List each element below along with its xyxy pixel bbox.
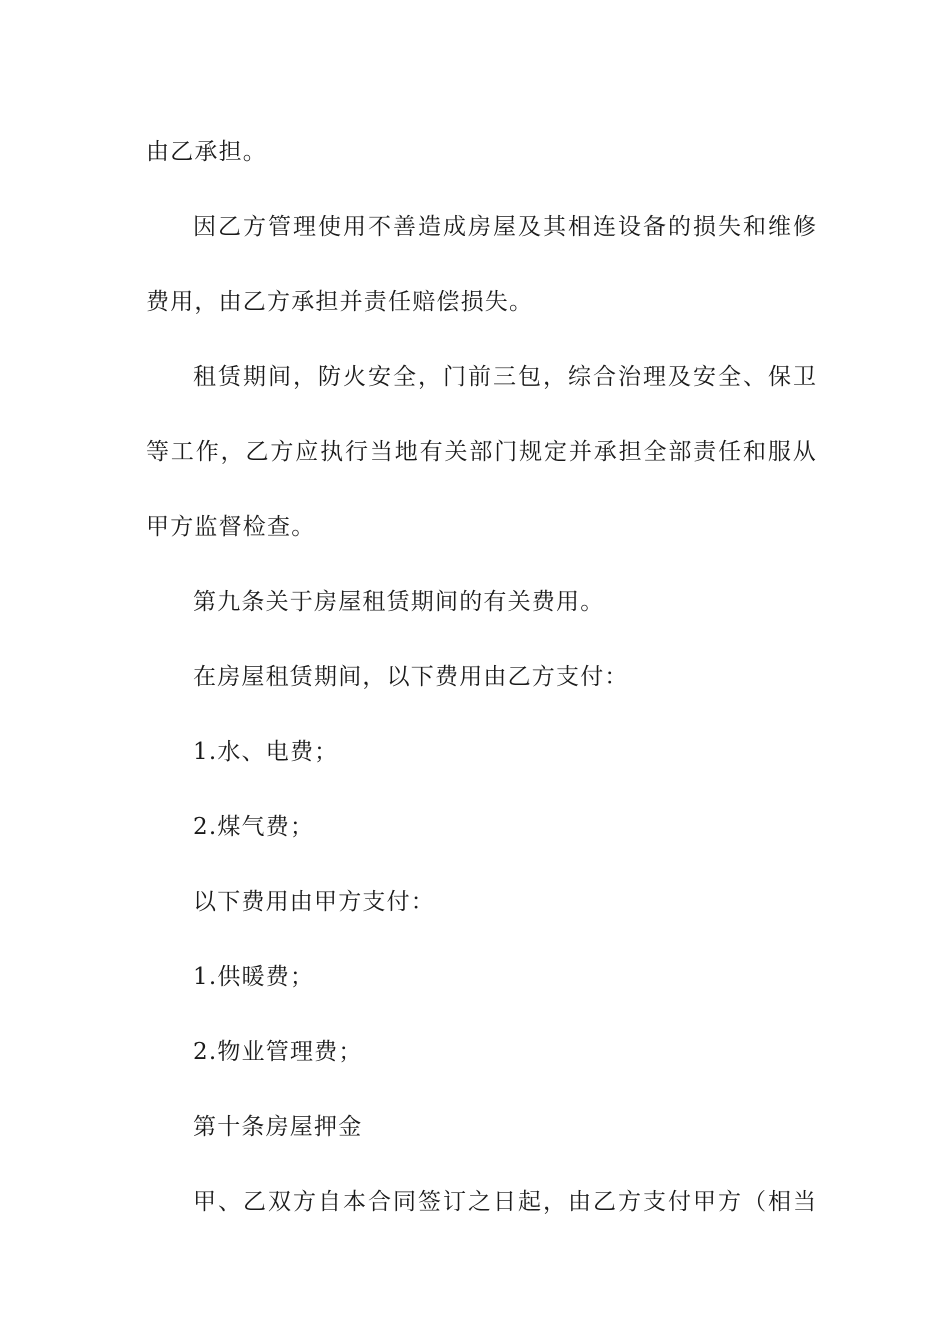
list-item: 1.供暖费；: [193, 964, 315, 990]
glyph: 因: [193, 214, 216, 240]
glyph: 合: [593, 364, 616, 390]
glyph: 全: [718, 364, 741, 390]
glyph: 有: [419, 439, 443, 465]
glyph: 执: [320, 439, 344, 465]
glyph: 双: [268, 1189, 291, 1215]
glyph: 包: [518, 364, 541, 390]
glyph: 乙: [593, 1189, 616, 1215]
glyph: 订: [443, 1189, 466, 1215]
paragraph-line: [193, 212, 816, 242]
glyph: 卫: [793, 364, 816, 390]
glyph: 门: [494, 439, 518, 465]
glyph: ，: [418, 364, 441, 390]
glyph: 等: [146, 439, 169, 465]
glyph: 的: [668, 214, 691, 240]
glyph: 房: [468, 214, 491, 240]
glyph: 损: [693, 214, 716, 240]
glyph: 担: [618, 439, 642, 465]
glyph: 相: [768, 1189, 791, 1215]
glyph: 综: [568, 364, 591, 390]
glyph: 乙: [245, 439, 269, 465]
glyph: 其: [543, 214, 566, 240]
paragraph-line: [146, 437, 816, 467]
glyph: 全: [643, 439, 667, 465]
glyph: 乙: [218, 214, 241, 240]
paragraph-line: 由乙承担。: [146, 139, 267, 165]
paragraph-line: 甲方监督检查。: [146, 514, 316, 540]
glyph: 连: [593, 214, 616, 240]
glyph: （: [743, 1189, 766, 1215]
article-heading: 第十条房屋押金: [193, 1114, 363, 1140]
glyph: 甲: [193, 1189, 216, 1215]
glyph: 前: [468, 364, 491, 390]
glyph: 善: [393, 214, 416, 240]
glyph: 支: [643, 1189, 666, 1215]
glyph: ，: [220, 439, 244, 465]
glyph: 全: [393, 364, 416, 390]
glyph: 赁: [218, 364, 241, 390]
glyph: 应: [295, 439, 319, 465]
glyph: 、: [743, 364, 766, 390]
glyph: 相: [568, 214, 591, 240]
paragraph-line: 费用，由乙方承担并责任赔偿损失。: [146, 289, 534, 315]
glyph: 承: [593, 439, 617, 465]
glyph: 任: [718, 439, 742, 465]
article-heading: 第九条关于房屋租赁期间的有关费用。: [193, 589, 605, 615]
glyph: 成: [443, 214, 466, 240]
paragraph-line: [193, 362, 816, 392]
glyph: 方: [293, 1189, 316, 1215]
glyph: ，: [543, 364, 566, 390]
glyph: 关: [444, 439, 468, 465]
list-item: 2.煤气费；: [193, 814, 315, 840]
glyph: 防: [318, 364, 341, 390]
glyph: 理: [643, 364, 666, 390]
list-item: 1.水、电费；: [193, 739, 339, 765]
glyph: 乙: [243, 1189, 266, 1215]
glyph: 由: [568, 1189, 591, 1215]
glyph: 自: [318, 1189, 341, 1215]
glyph: 火: [343, 364, 366, 390]
glyph: 甲: [693, 1189, 716, 1215]
glyph: 和: [743, 214, 766, 240]
glyph: 起: [518, 1189, 541, 1215]
glyph: 当: [369, 439, 393, 465]
glyph: 并: [568, 439, 592, 465]
glyph: 从: [792, 439, 816, 465]
glyph: 用: [343, 214, 366, 240]
glyph: ，: [293, 364, 316, 390]
glyph: 期: [243, 364, 266, 390]
glyph: 不: [368, 214, 391, 240]
glyph: 设: [618, 214, 641, 240]
glyph: 理: [293, 214, 316, 240]
glyph: 签: [418, 1189, 441, 1215]
glyph: 安: [368, 364, 391, 390]
paragraph-line: 在房屋租赁期间，以下费用由乙方支付：: [193, 664, 629, 690]
glyph: ，: [543, 1189, 566, 1215]
glyph: 和: [743, 439, 766, 465]
glyph: 部: [469, 439, 493, 465]
glyph: 同: [393, 1189, 416, 1215]
glyph: 合: [368, 1189, 391, 1215]
glyph: 保: [768, 364, 791, 390]
glyph: 、: [218, 1189, 241, 1215]
glyph: 门: [443, 364, 466, 390]
glyph: 地: [394, 439, 418, 465]
glyph: 及: [518, 214, 541, 240]
glyph: 间: [268, 364, 291, 390]
glyph: 安: [693, 364, 716, 390]
paragraph-line: 以下费用由甲方支付：: [193, 889, 435, 915]
glyph: 付: [668, 1189, 691, 1215]
glyph: 作: [195, 439, 219, 465]
glyph: 方: [243, 214, 266, 240]
glyph: 租: [193, 364, 216, 390]
glyph: 规: [519, 439, 543, 465]
glyph: 服: [767, 439, 791, 465]
glyph: 方: [270, 439, 294, 465]
glyph: 造: [418, 214, 441, 240]
list-item: 2.物业管理费；: [193, 1039, 363, 1065]
glyph: 责: [693, 439, 717, 465]
glyph: 行: [345, 439, 368, 465]
glyph: 日: [493, 1189, 516, 1215]
glyph: 及: [668, 364, 691, 390]
glyph: 之: [468, 1189, 491, 1215]
glyph: 屋: [493, 214, 516, 240]
glyph: 本: [343, 1189, 366, 1215]
glyph: 修: [793, 214, 816, 240]
paragraph-line: [193, 1187, 816, 1217]
glyph: 管: [268, 214, 291, 240]
glyph: 部: [668, 439, 692, 465]
glyph: 备: [643, 214, 666, 240]
glyph: 三: [493, 364, 516, 390]
glyph: 治: [618, 364, 641, 390]
glyph: 定: [544, 439, 567, 465]
glyph: 方: [618, 1189, 641, 1215]
glyph: 失: [718, 214, 741, 240]
glyph: 当: [793, 1189, 816, 1215]
glyph: 工: [170, 439, 194, 465]
glyph: 使: [318, 214, 341, 240]
glyph: 维: [768, 214, 791, 240]
glyph: 方: [718, 1189, 741, 1215]
